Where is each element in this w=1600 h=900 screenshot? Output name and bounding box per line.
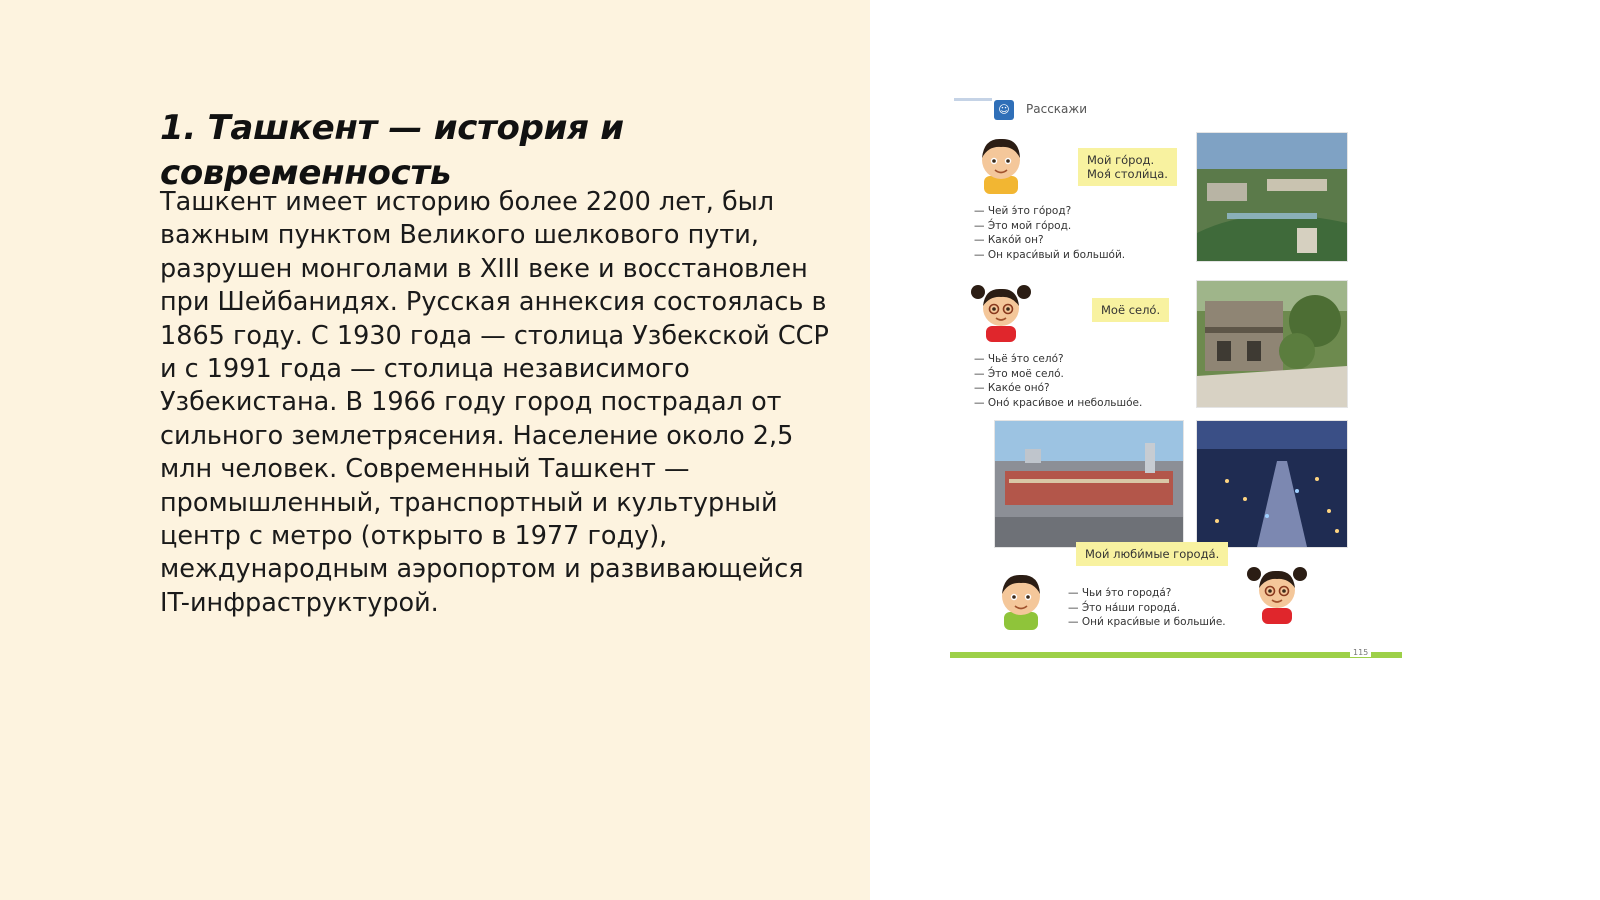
bubble-line: Мои́ люби́мые города́. (1085, 547, 1220, 561)
bubble-line: Мой го́род. (1087, 153, 1155, 167)
night-city-photo (1196, 420, 1348, 548)
city-aerial-photo (1196, 132, 1348, 262)
speech-bubble-village (1092, 298, 1169, 322)
girl-character-icon (1246, 562, 1308, 624)
dialog-line: — Э́то моё село́. (974, 367, 1064, 380)
boy-character-icon (970, 132, 1032, 194)
slide-title: 1. Ташкент — история и современность (160, 108, 624, 193)
slide-body-text: Ташкент имеет историю более 2200 лет, был важным пунктом Великого шелкового пути, разрушен монголами в XIII веке и восстановлен при Шейбанидях. Русская аннексия состоялась в 1865 году. С 1930 года — столица Узбекской ССР и с 1991 года — столица независимого Узбекистана. В 1966 году город пострадал от сильного землетрясения. Население около 2,5 млн человек. Современный Ташкент — промышленный, транспортный и культурный центр с метро (открыто в 1977 году), международным аэропортом и развивающейся IT-инфраструктурой. (160, 187, 829, 618)
page-footer-bar (950, 652, 1402, 658)
speech-bubble-cities (1076, 542, 1228, 566)
speech-icon: ☺ (994, 100, 1014, 120)
boy-character-icon (990, 568, 1052, 630)
dialog-line: — Како́е оно́? (974, 382, 1050, 394)
dialog-line: — Он краси́вый и большо́й. (974, 248, 1126, 261)
dialog-line: — Э́то мой го́род. (974, 219, 1072, 232)
dialog-list-city (974, 204, 1125, 262)
dialog-line: — Э́то на́ши города́. (1068, 601, 1181, 614)
dialog-line: — Чей э́то го́род? (974, 205, 1072, 217)
textbook-page-image (950, 92, 1402, 664)
dialog-line: — Оно́ краси́вое и небольшо́е. (974, 396, 1143, 409)
village-photo (1196, 280, 1348, 408)
header-decoration (954, 98, 992, 101)
cityscape-photo (994, 420, 1184, 548)
dialog-line: — Како́й он? (974, 234, 1044, 246)
dialog-list-cities (1068, 586, 1226, 630)
girl-character-icon (970, 280, 1032, 342)
dialog-list-village (974, 352, 1142, 410)
dialog-line: — Чьи э́то города́? (1068, 587, 1172, 599)
bubble-line: Моя́ столи́ца. (1087, 167, 1168, 181)
speech-bubble-city (1078, 148, 1177, 186)
page-number: 115 (1350, 648, 1371, 657)
dialog-line: — Чьё э́то село́? (974, 353, 1064, 365)
dialog-line: — Они́ краси́вые и больши́е. (1068, 616, 1226, 628)
textbook-header-label: Расскажи (1026, 102, 1087, 116)
bubble-line: Моё село́. (1101, 303, 1161, 317)
